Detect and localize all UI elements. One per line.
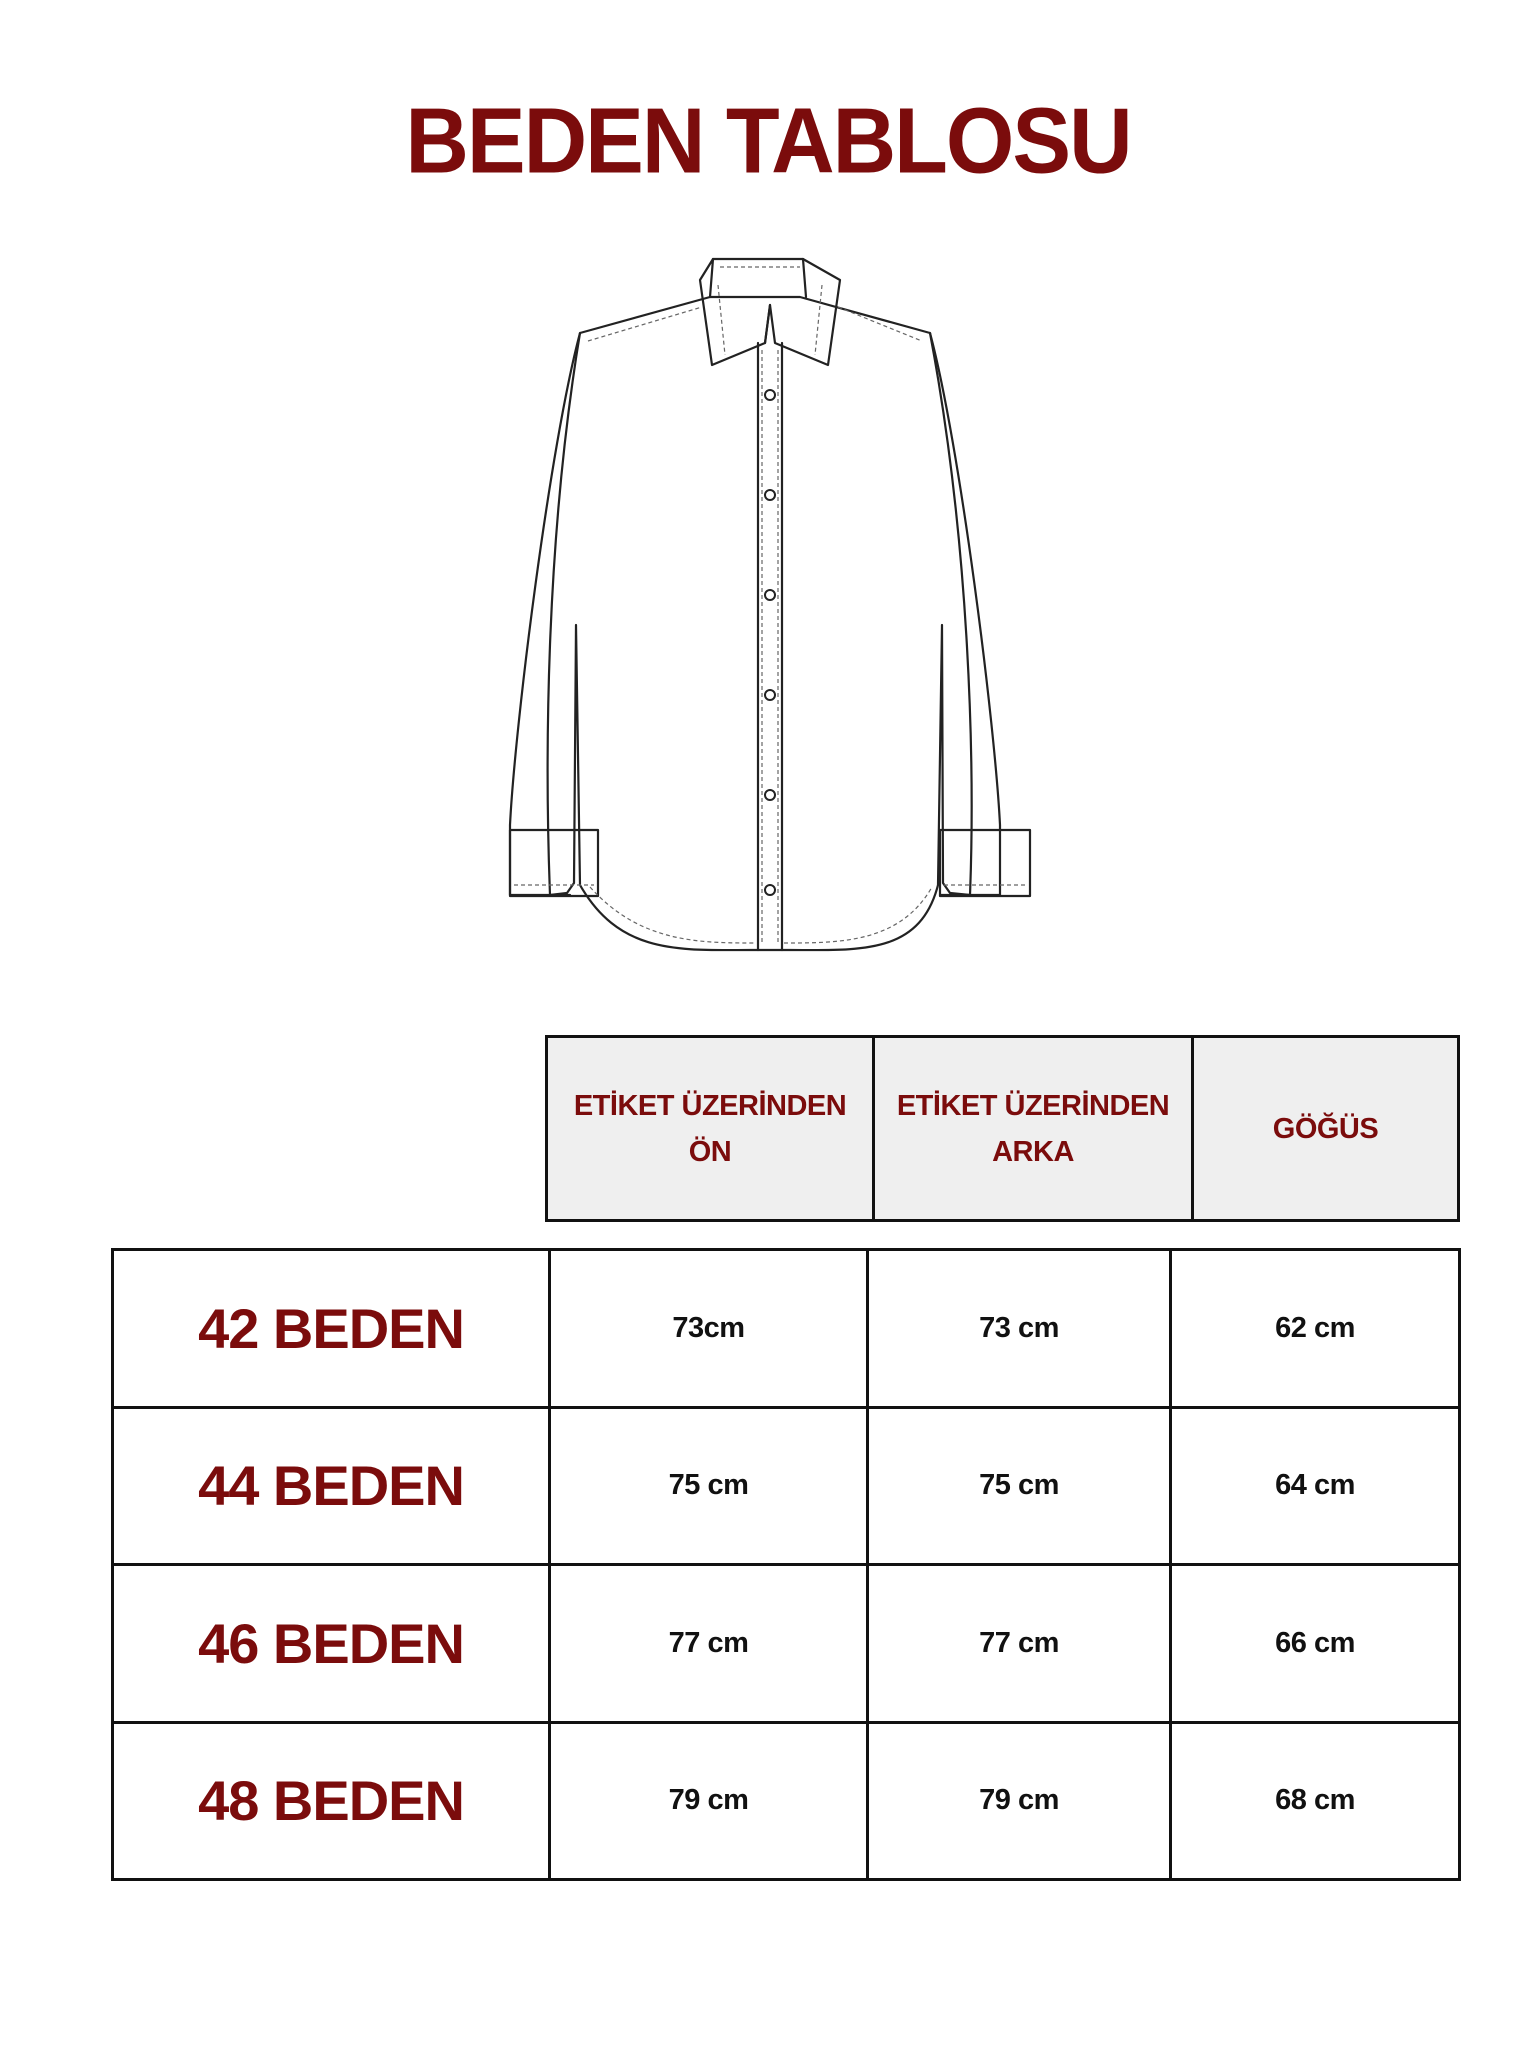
header-table: [545, 1035, 1460, 1222]
chest-value: 68 cm: [1171, 1722, 1460, 1880]
front-value: 77 cm: [550, 1565, 868, 1723]
table-row: [113, 1250, 1460, 1408]
size-label: 42 BEDEN: [113, 1250, 550, 1408]
back-value: 73 cm: [868, 1250, 1171, 1408]
header-front-cell: ETİKET ÜZERİNDEN ÖN: [547, 1037, 874, 1221]
header-back-cell: ETİKET ÜZERİNDEN ARKA: [874, 1037, 1193, 1221]
page-title: BEDEN TABLOSU: [405, 88, 1131, 193]
front-value: 73cm: [550, 1250, 868, 1408]
front-value: 75 cm: [550, 1407, 868, 1565]
size-label: 44 BEDEN: [113, 1407, 550, 1565]
back-value: 75 cm: [868, 1407, 1171, 1565]
table-row: [113, 1407, 1460, 1565]
header-row: [547, 1037, 1459, 1221]
header-chest-cell: GÖĞÜS: [1193, 1037, 1459, 1221]
chest-value: 66 cm: [1171, 1565, 1460, 1723]
shirt-illustration: [470, 245, 1070, 965]
front-value: 79 cm: [550, 1722, 868, 1880]
size-label: 46 BEDEN: [113, 1565, 550, 1723]
table-row: [113, 1722, 1460, 1880]
size-label: 48 BEDEN: [113, 1722, 550, 1880]
table-row: [113, 1565, 1460, 1723]
back-value: 79 cm: [868, 1722, 1171, 1880]
size-table: [111, 1248, 1461, 1881]
chest-value: 64 cm: [1171, 1407, 1460, 1565]
chest-value: 62 cm: [1171, 1250, 1460, 1408]
back-value: 77 cm: [868, 1565, 1171, 1723]
